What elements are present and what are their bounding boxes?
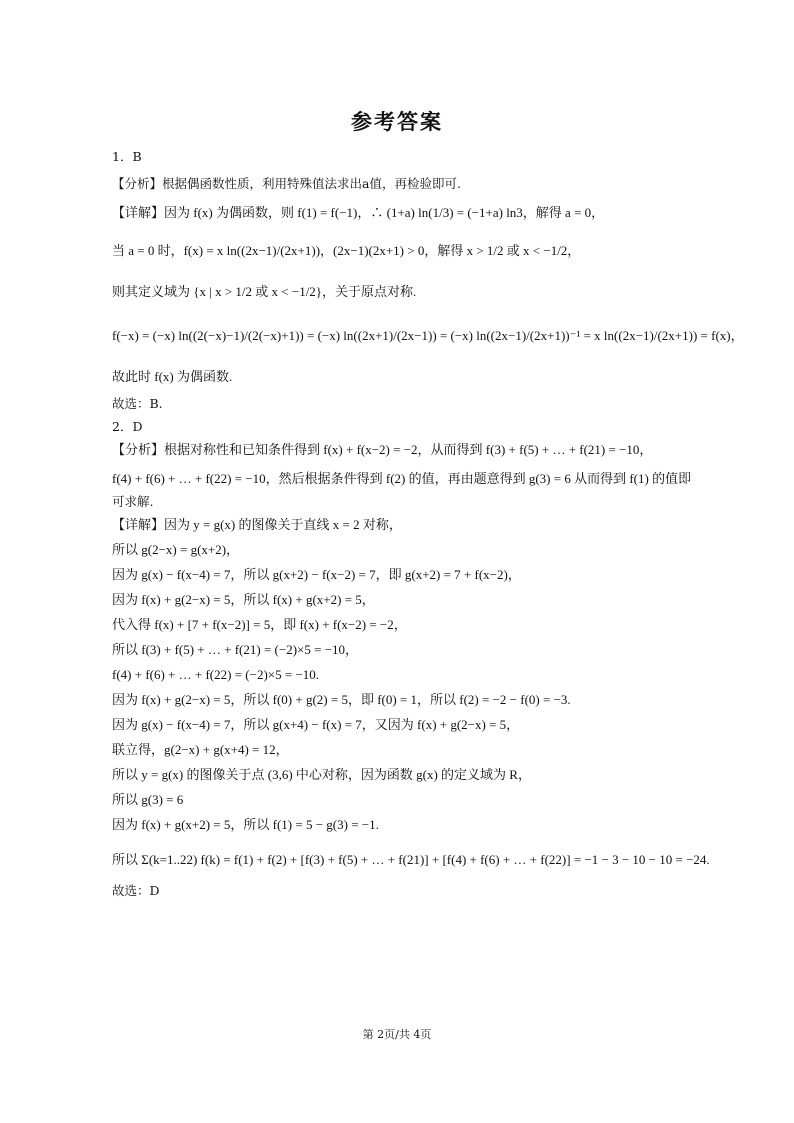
answer-line: 所以 g(3) = 6 bbox=[112, 792, 184, 807]
answer-line: 可求解. bbox=[112, 494, 154, 509]
answer-line: 因为 g(x) − f(x−4) = 7，所以 g(x+2) − f(x−2) = 7，即 g(x+2) = 7 + f(x−2)， bbox=[112, 567, 521, 582]
answer-line: 因为 g(x) − f(x−4) = 7，所以 g(x+4) − f(x) = 7，又因为 f(x) + g(2−x) = 5， bbox=[112, 717, 520, 732]
answer-line: f(−x) = (−x) ln((2(−x)−1)/(2(−x)+1)) = (−x) ln((2x+1)/(2x−1)) = (−x) ln((2x−1)/(2x+1))⁻¹ = x ln((2x−1)/(2x+1)) = f(x)， bbox=[112, 328, 744, 343]
answer-content bbox=[112, 148, 744, 899]
answer-line: f(4) + f(6) + … + f(22) = (−2)×5 = −10. bbox=[112, 667, 320, 682]
answer-line: 因为 f(x) + g(2−x) = 5，所以 f(0) + g(2) = 5，即 f(0) = 1，所以 f(2) = −2 − f(0) = −3. bbox=[112, 692, 571, 707]
answer-line: f(4) + f(6) + … + f(22) = −10，然后根据条件得到 f(2) 的值，再由题意得到 g(3) = 6 从而得到 f(1) 的值即 bbox=[112, 471, 692, 486]
page-title: 参考答案 bbox=[351, 110, 443, 134]
answer-line: 所以 f(3) + f(5) + … + f(21) = (−2)×5 = −10， bbox=[112, 642, 359, 657]
page-footer: 第 2页/共 4页 bbox=[362, 1028, 432, 1041]
answer-line: 所以 y = g(x) 的图像关于点 (3,6) 中心对称，因为函数 g(x) 的定义域为 R， bbox=[112, 767, 531, 782]
answer-line: 所以 g(2−x) = g(x+2)， bbox=[112, 542, 240, 557]
answer-line: 联立得，g(2−x) + g(x+4) = 12， bbox=[112, 742, 289, 757]
answer-line: 【详解】因为 y = g(x) 的图像关于直线 x = 2 对称， bbox=[112, 517, 402, 532]
answer-line: 因为 f(x) + g(x+2) = 5，所以 f(1) = 5 − g(3) = −1. bbox=[112, 817, 379, 832]
answer-line: 【分析】根据偶函数性质，利用特殊值法求出a值，再检验即可. bbox=[112, 176, 461, 191]
answer-line: 2．D bbox=[112, 419, 143, 434]
answer-line: 【分析】根据对称性和已知条件得到 f(x) + f(x−2) = −2，从而得到 f(3) + f(5) + … + f(21) = −10， bbox=[112, 442, 653, 457]
answer-line: 代入得 f(x) + [7 + f(x−2)] = 5，即 f(x) + f(x−2) = −2， bbox=[112, 617, 407, 632]
answer-line: 故选：B. bbox=[112, 396, 163, 411]
answer-line: 当 a = 0 时，f(x) = x ln((2x−1)/(2x+1))，(2x−1)(2x+1) > 0，解得 x > 1/2 或 x < −1/2， bbox=[112, 243, 581, 258]
answer-line: 1．B bbox=[112, 149, 142, 164]
answer-line: 【详解】因为 f(x) 为偶函数，则 f(1) = f(−1)，∴ (1+a) ln(1/3) = (−1+a) ln3，解得 a = 0， bbox=[112, 205, 605, 220]
answer-line: 故此时 f(x) 为偶函数. bbox=[112, 369, 233, 384]
answer-line: 因为 f(x) + g(2−x) = 5，所以 f(x) + g(x+2) = 5， bbox=[112, 592, 375, 607]
answer-line: 所以 Σ(k=1..22) f(k) = f(1) + f(2) + [f(3) + f(5) + … + f(21)] + [f(4) + f(6) + … + f(22)] = −1 − 3 − 10 − 10 = −24. bbox=[112, 852, 710, 867]
answer-line: 故选：D bbox=[112, 883, 160, 898]
answer-line: 则其定义域为 {x | x > 1/2 或 x < −1/2}，关于原点对称. bbox=[112, 284, 417, 299]
